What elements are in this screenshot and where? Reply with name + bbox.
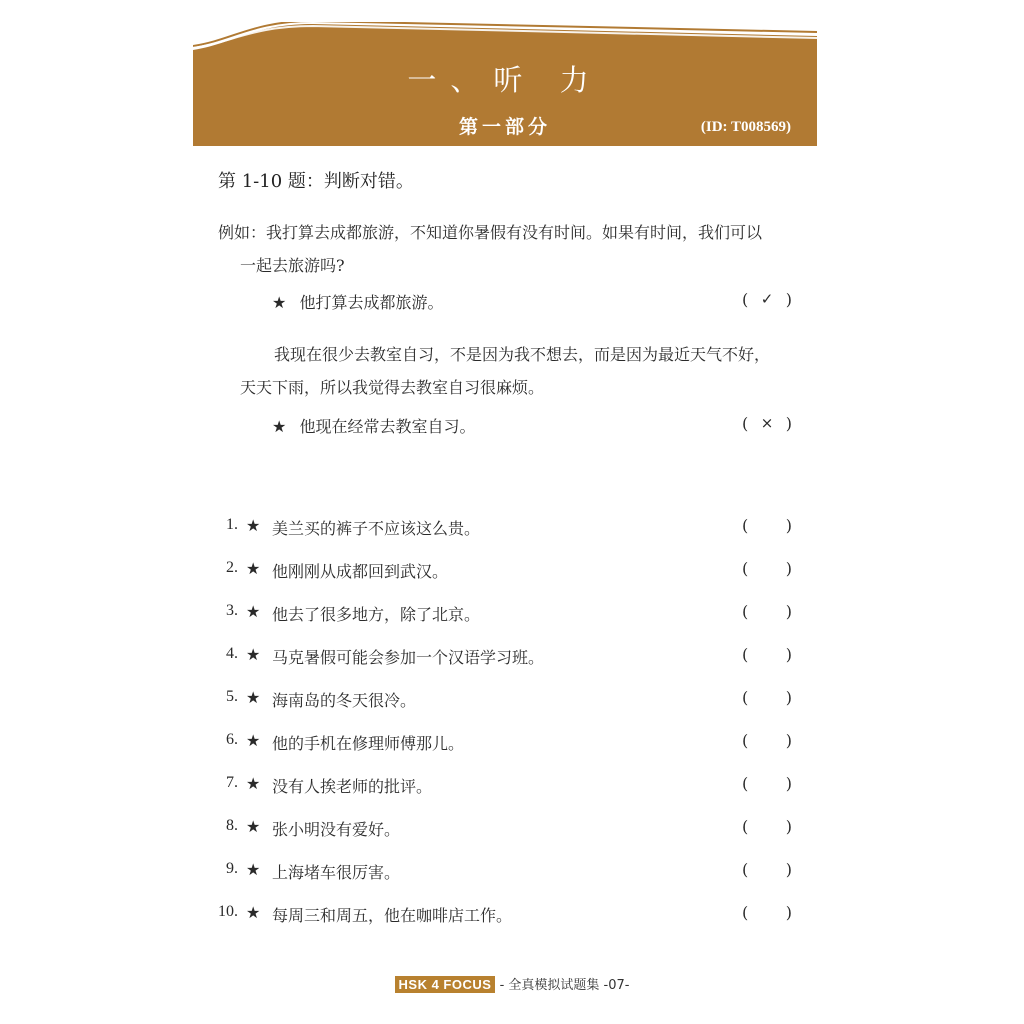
- question-row: [212, 516, 792, 559]
- answer-box[interactable]: ( ): [742, 731, 792, 750]
- star-icon: ★: [246, 860, 261, 879]
- question-text: 每周三和周五，他在咖啡店工作。: [272, 906, 513, 925]
- section-title: 一、听 力: [407, 63, 603, 97]
- test-id: (ID: T008569): [700, 119, 791, 135]
- star-icon: ★: [246, 903, 261, 922]
- star-icon: ★: [272, 417, 287, 436]
- check-icon: ✓: [760, 290, 774, 308]
- question-number: 6.: [226, 731, 238, 748]
- question-number: 9.: [226, 860, 238, 877]
- example-2-answer-box: ( × ): [742, 414, 792, 433]
- star-icon: ★: [246, 516, 261, 535]
- star-icon: ★: [246, 688, 261, 707]
- cross-icon: ×: [760, 414, 774, 432]
- question-row: [212, 602, 792, 645]
- example-1-statement-row: [272, 290, 792, 313]
- answer-box[interactable]: ( ): [742, 645, 792, 664]
- answer-box[interactable]: ( ): [742, 559, 792, 578]
- question-row: [212, 688, 792, 731]
- answer-box[interactable]: ( ): [742, 817, 792, 836]
- question-text: 没有人挨老师的批评。: [272, 777, 433, 796]
- page-footer: [0, 974, 1024, 993]
- question-text: 他的手机在修理师傅那儿。: [272, 734, 465, 753]
- question-row: [212, 645, 792, 688]
- question-row: [212, 817, 792, 860]
- example-2-statement: 他现在经常去教室自习。: [299, 417, 476, 436]
- section-banner: [193, 22, 817, 146]
- question-number: 1.: [226, 516, 238, 533]
- question-number: 5.: [226, 688, 238, 705]
- question-row: [212, 774, 792, 817]
- footer-text: - 全真模拟试题集 -07-: [495, 978, 630, 993]
- example-1-line-1: 例如：我打算去成都旅游，不知道你暑假有没有时间。如果有时间，我们可以: [218, 223, 763, 242]
- question-number: 4.: [226, 645, 238, 662]
- question-row: [212, 559, 792, 602]
- star-icon: ★: [246, 602, 261, 621]
- instruction-text: 第 1-10 题：判断对错。: [218, 171, 414, 192]
- question-number: 10.: [218, 903, 238, 920]
- answer-box[interactable]: ( ): [742, 774, 792, 793]
- question-text: 他刚刚从成都回到武汉。: [272, 562, 449, 581]
- star-icon: ★: [246, 817, 261, 836]
- star-icon: ★: [246, 731, 261, 750]
- section-subtitle: 第一部分: [458, 116, 551, 138]
- question-row: [212, 903, 792, 946]
- example-1-answer-box: ( ✓ ): [742, 290, 792, 309]
- example-2-line-2: 天天下雨，所以我觉得去教室自习很麻烦。: [240, 378, 545, 397]
- example-2-passage: [240, 338, 810, 404]
- question-text: 张小明没有爱好。: [272, 820, 401, 839]
- question-text: 他去了很多地方，除了北京。: [272, 605, 481, 624]
- question-text: 马克暑假可能会参加一个汉语学习班。: [272, 648, 545, 667]
- example-1-line-2: 一起去旅游吗?: [240, 256, 345, 275]
- question-text: 上海堵车很厉害。: [272, 863, 401, 882]
- question-text: 海南岛的冬天很冷。: [272, 691, 417, 710]
- star-icon: ★: [246, 559, 261, 578]
- example-1-passage: [218, 216, 808, 282]
- star-icon: ★: [246, 774, 261, 793]
- star-icon: ★: [272, 293, 287, 312]
- answer-box[interactable]: ( ): [742, 602, 792, 621]
- example-2-line-1: 我现在很少去教室自习，不是因为我不想去，而是因为最近天气不好，: [274, 345, 771, 364]
- answer-box[interactable]: ( ): [742, 860, 792, 879]
- question-row: [212, 731, 792, 774]
- question-number: 3.: [226, 602, 238, 619]
- question-number: 7.: [226, 774, 238, 791]
- answer-box[interactable]: ( ): [742, 903, 792, 922]
- question-row: [212, 860, 792, 903]
- example-1-statement: 他打算去成都旅游。: [299, 293, 444, 312]
- example-2-statement-row: [272, 414, 792, 437]
- question-number: 8.: [226, 817, 238, 834]
- question-list: [212, 516, 792, 946]
- footer-brand: HSK 4 FOCUS: [395, 976, 496, 993]
- answer-box[interactable]: ( ): [742, 688, 792, 707]
- answer-box[interactable]: ( ): [742, 516, 792, 535]
- question-number: 2.: [226, 559, 238, 576]
- question-text: 美兰买的裤子不应该这么贵。: [272, 519, 481, 538]
- star-icon: ★: [246, 645, 261, 664]
